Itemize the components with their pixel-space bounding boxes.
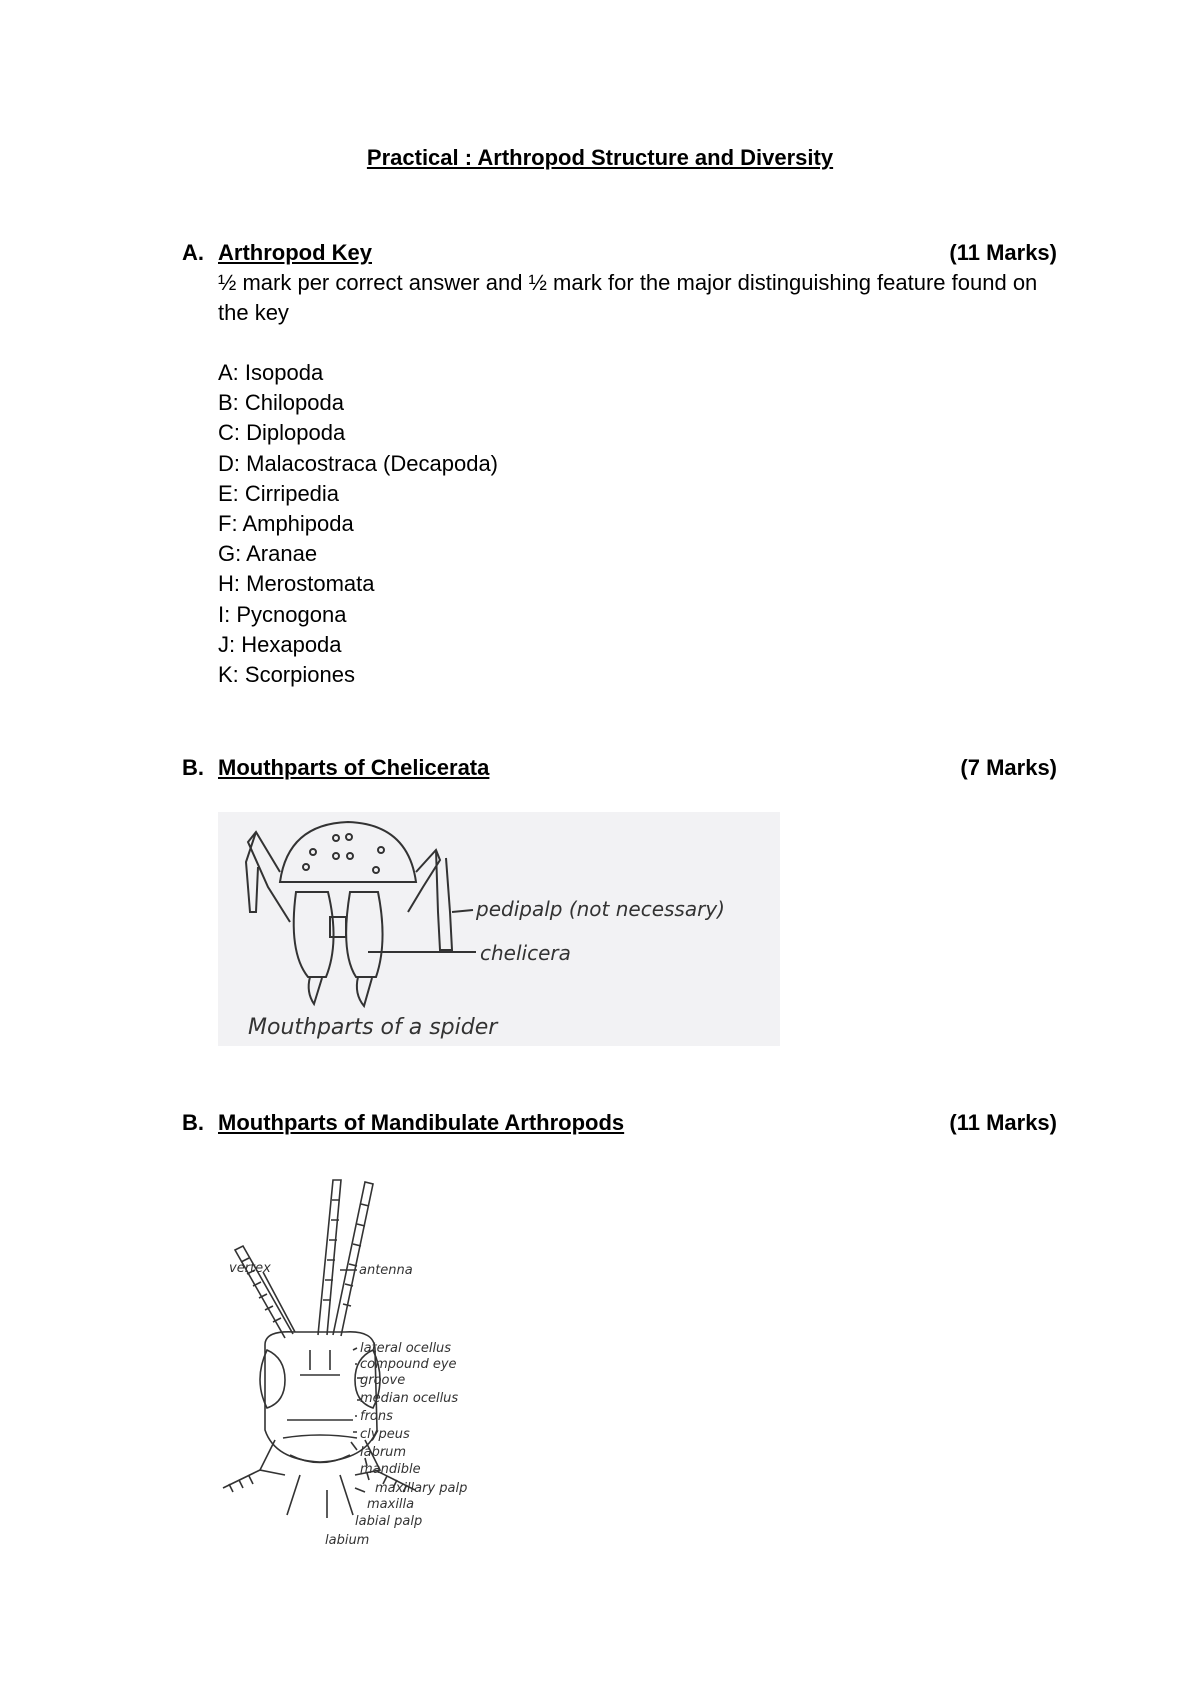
list-item: E: Cirripedia	[218, 480, 340, 506]
section-b1-heading	[182, 755, 489, 781]
list-item: H: Merostomata	[218, 571, 375, 597]
list-item: C: Diplopoda	[218, 420, 346, 446]
list-item: B: Chilopoda	[218, 390, 344, 416]
insect-head-drawing	[215, 1170, 535, 1550]
label-antenna: antenna	[359, 1263, 413, 1278]
insect-head-figure	[215, 1170, 535, 1550]
section-b2-heading	[182, 1110, 624, 1136]
section-b1-letter: B.	[182, 755, 204, 780]
spider-mouthparts-figure	[218, 812, 780, 1046]
label-frons: frons	[360, 1409, 393, 1424]
section-b1-marks: (7 Marks)	[960, 755, 1057, 780]
section-b2-letter: B.	[182, 1110, 204, 1135]
label-maxillary-palp: maxillary palp	[375, 1481, 468, 1496]
spider-mouthparts-drawing	[218, 812, 780, 1046]
figure-caption: Mouthparts of a spider	[248, 1015, 498, 1040]
section-b1-header	[182, 755, 1057, 781]
label-clypeus: clypeus	[360, 1427, 410, 1442]
section-b1-title: Mouthparts of Chelicerata	[218, 755, 490, 780]
answer-list	[218, 358, 498, 690]
section-b2-header	[182, 1110, 1057, 1136]
section-b2-title: Mouthparts of Mandibulate Arthropods	[218, 1110, 625, 1135]
label-labrum: labrum	[360, 1445, 407, 1460]
section-a-instruction: ½ mark per correct answer and ½ mark for the major distinguishing feature found on the key	[218, 270, 1038, 325]
list-item: F: Amphipoda	[218, 511, 354, 537]
section-a-marks: (11 Marks)	[949, 240, 1057, 265]
label-pedipalp: pedipalp (not necessary)	[476, 897, 725, 921]
section-b2-marks: (11 Marks)	[949, 1110, 1057, 1135]
list-item: A: Isopoda	[218, 360, 324, 385]
label-vertex: vertex	[229, 1261, 271, 1276]
list-item: J: Hexapoda	[218, 631, 342, 657]
label-median-ocellus: median ocellus	[360, 1391, 459, 1406]
label-maxilla: maxilla	[367, 1497, 415, 1512]
label-lateral-ocellus: lateral ocellus	[360, 1341, 452, 1356]
section-a-letter: A.	[182, 240, 204, 265]
label-chelicera: chelicera	[480, 941, 571, 965]
section-a-heading	[182, 240, 372, 266]
label-compound-eye: compound eye	[360, 1357, 457, 1372]
label-groove: groove	[360, 1373, 406, 1388]
page-title: Practical : Arthropod Structure and Diversity	[366, 145, 834, 170]
list-item: I: Pycnogona	[218, 601, 347, 627]
list-item: D: Malacostraca (Decapoda)	[218, 450, 499, 476]
label-labial-palp: labial palp	[355, 1514, 423, 1529]
list-item: K: Scorpiones	[218, 662, 355, 688]
figure-background	[218, 812, 780, 1046]
section-a-header	[182, 240, 1057, 266]
section-a-title: Arthropod Key	[218, 240, 372, 265]
list-item: G: Aranae	[218, 541, 318, 567]
label-mandible: mandible	[360, 1462, 421, 1477]
label-labium: labium	[325, 1533, 370, 1548]
